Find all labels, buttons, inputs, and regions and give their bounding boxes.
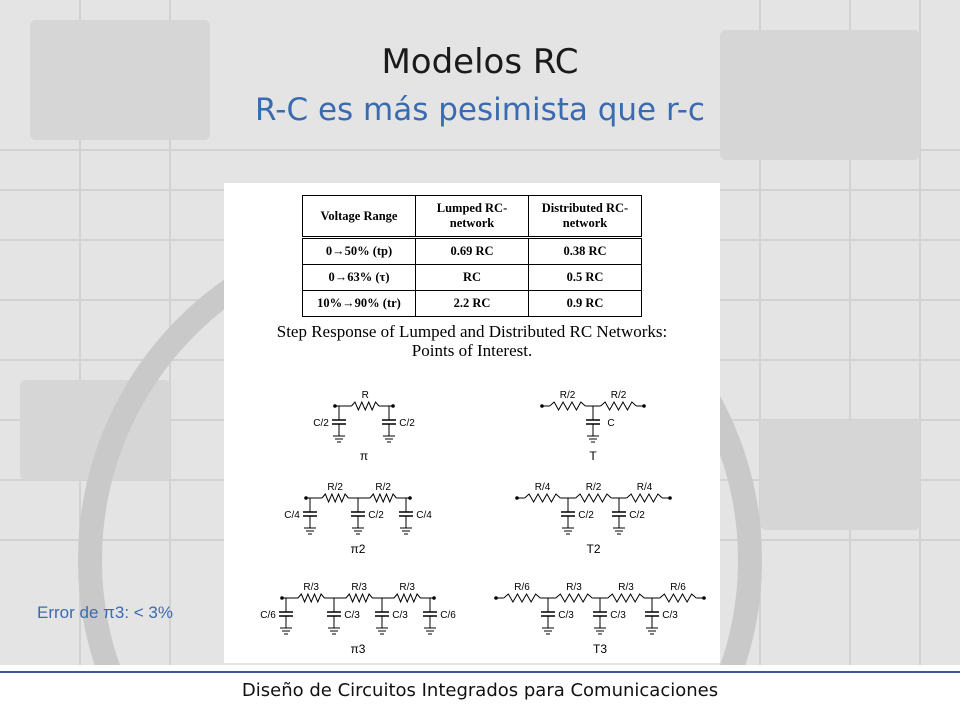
network-name: π3 [350, 642, 366, 656]
table-cell-lumped: RC [416, 265, 529, 291]
resistor-label: R/2 [610, 390, 627, 401]
caption-line-1: Step Response of Lumped and Distributed RC Networks: [276, 322, 668, 341]
resistor-label: R/2 [559, 390, 576, 401]
capacitor-label: C [607, 418, 615, 429]
slide-footer: Diseño de Circuitos Integrados para Comunicaciones [241, 680, 719, 701]
network-name: π2 [350, 542, 366, 556]
network-name: T2 [586, 542, 601, 556]
capacitor-label: C/2 [313, 418, 329, 429]
slide-subtitle: R-C es más pesimista que r-c [255, 92, 705, 128]
capacitor-label: C/2 [629, 510, 645, 521]
resistor-label: R/3 [399, 582, 415, 593]
capacitor-label: C/4 [416, 510, 432, 521]
rc-network-schematics [224, 373, 720, 663]
resistor-label: R/2 [327, 482, 343, 493]
resistor [322, 494, 348, 502]
resistor-label: R/3 [566, 582, 582, 593]
resistor [608, 594, 644, 602]
resistor-label: R/3 [618, 582, 634, 593]
resistor-label: R/3 [303, 582, 319, 593]
resistor-label: R/4 [534, 482, 551, 493]
table-cell-range: 10%→90% (tr) [303, 291, 416, 317]
capacitor-label: C/3 [558, 610, 574, 621]
table-cell-lumped: 0.69 RC [416, 238, 529, 265]
resistor [352, 402, 380, 410]
resistor [576, 494, 612, 502]
table-cell-lumped: 2.2 RC [416, 291, 529, 317]
table-row [303, 291, 642, 317]
caption-line-2: Points of Interest. [411, 341, 533, 360]
resistor [394, 594, 420, 602]
voltage-range-table [302, 195, 642, 317]
resistor-label: R/6 [670, 582, 686, 593]
resistor-label: R/2 [585, 482, 602, 493]
capacitor-label: C/3 [392, 610, 408, 621]
slide-title: Modelos RC [381, 42, 579, 82]
capacitor-label: C/6 [260, 610, 276, 621]
table-row [303, 265, 642, 291]
resistor-label: R/4 [636, 482, 653, 493]
resistor-label: R [361, 390, 369, 401]
capacitor-label: C/2 [368, 510, 384, 521]
table-cell-range: 0→63% (τ) [303, 265, 416, 291]
table-cell-range: 0→50% (tp) [303, 238, 416, 265]
resistor [346, 594, 372, 602]
network-name: T [589, 449, 597, 463]
rc-models-figure [224, 183, 720, 663]
capacitor-label: C/3 [344, 610, 360, 621]
resistor-label: R/3 [351, 582, 367, 593]
resistor [550, 402, 586, 410]
capacitor-label: C/6 [440, 610, 456, 621]
resistor [525, 494, 561, 502]
network-name: π [359, 449, 369, 463]
resistor [627, 494, 663, 502]
resistor [660, 594, 696, 602]
resistor [556, 594, 592, 602]
capacitor-label: C/2 [578, 510, 594, 521]
table-header-row [303, 196, 642, 238]
capacitor-label: C/2 [399, 418, 415, 429]
capacitor-label: C/4 [284, 510, 300, 521]
resistor-label: R/6 [514, 582, 530, 593]
resistor [504, 594, 540, 602]
table-cell-distributed: 0.9 RC [529, 291, 642, 317]
capacitor-label: C/3 [610, 610, 626, 621]
resistor-label: R/2 [375, 482, 391, 493]
network-name: T3 [592, 642, 608, 656]
footer-rule [0, 671, 960, 673]
header-distributed: Distributed RC-network [529, 196, 642, 238]
capacitor-label: C/3 [662, 610, 678, 621]
resistor [370, 494, 396, 502]
table-cell-distributed: 0.5 RC [529, 265, 642, 291]
resistor [601, 402, 637, 410]
header-lumped: Lumped RC-network [416, 196, 529, 238]
resistor [298, 594, 324, 602]
header-voltage-range: Voltage Range [303, 196, 416, 238]
error-note: Error de π3: < 3% [37, 603, 173, 622]
table-cell-distributed: 0.38 RC [529, 238, 642, 265]
table-row [303, 238, 642, 265]
